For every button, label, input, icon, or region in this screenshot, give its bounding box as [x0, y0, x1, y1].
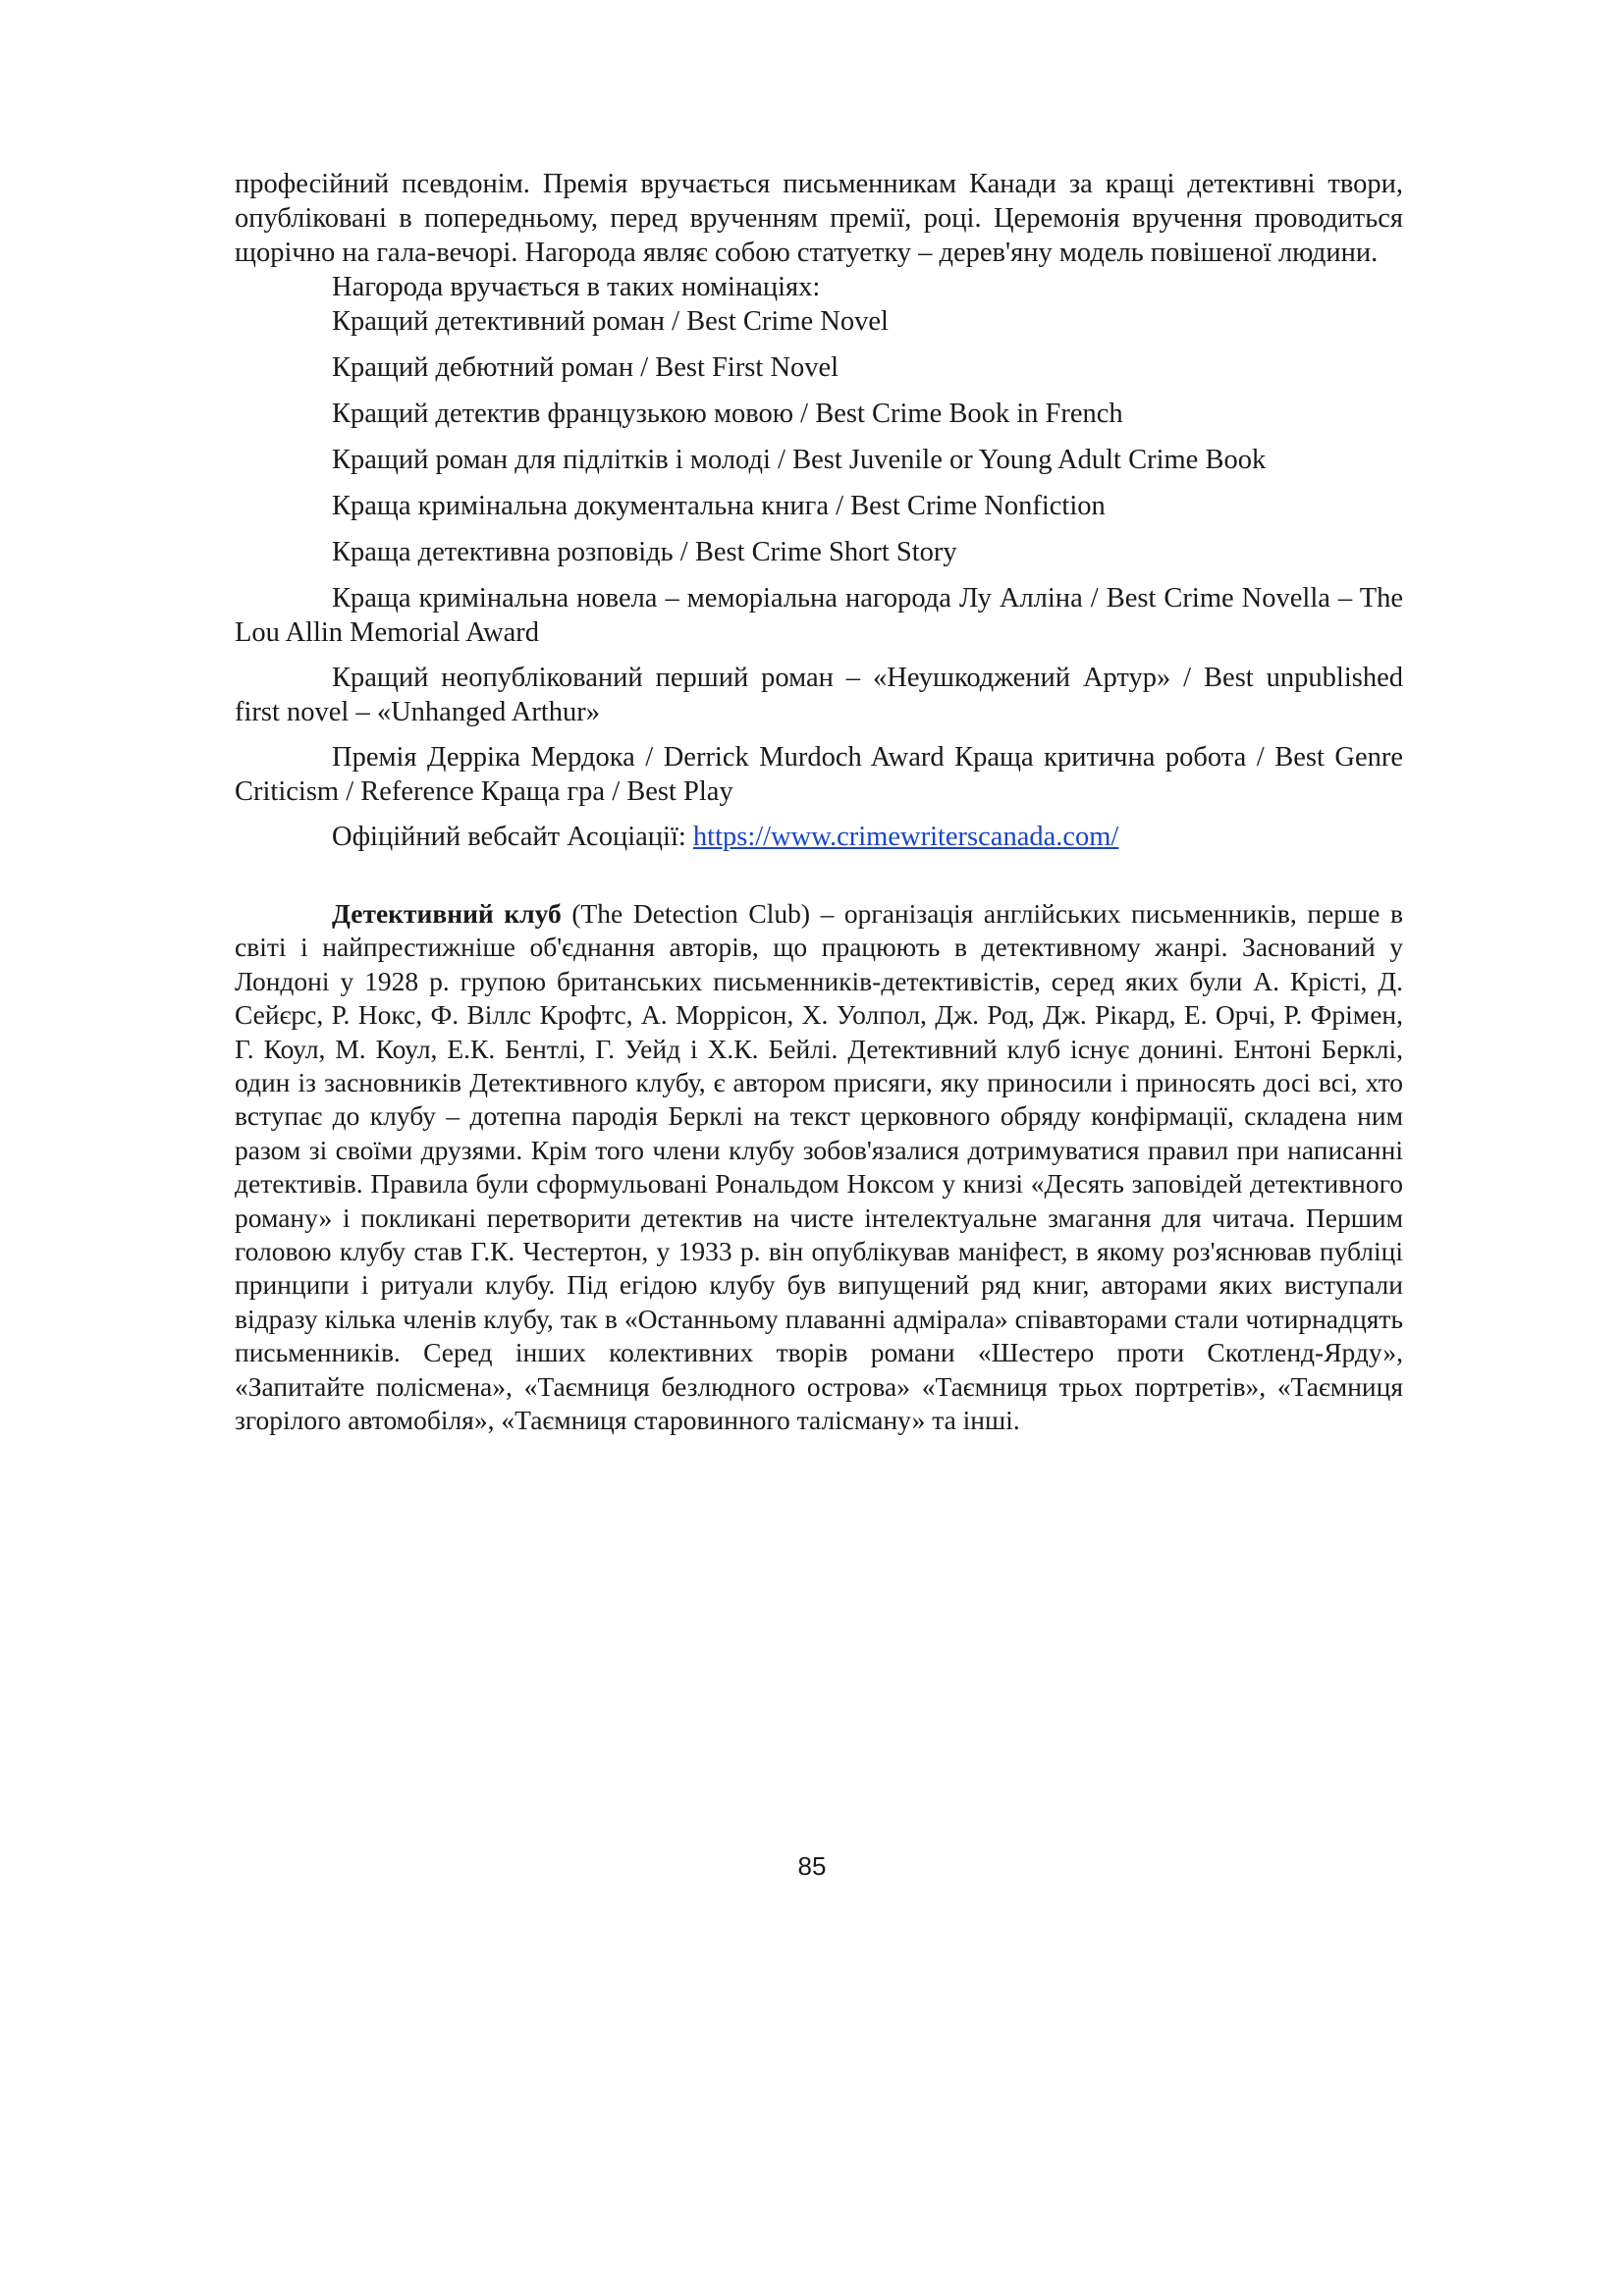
- nomination-item: Краща детективна розповідь / Best Crime Short Story: [332, 537, 957, 567]
- detection-club-text: (The Detection Club) – організація англійських письменників, перше в світі і найпрестижніше об'єднання авторів, що працюють в детективному жанрі. Заснований у Лондоні у 1928 р. групою британських письменників-детективістів, серед яких були А. Крісті, Д. Сейєрс, Р. Нокс, Ф. Віллс Крофтс, А. Моррісон, Х. Уолпол, Дж. Род, Дж. Рікард, Е. Орчі, Р. Фрімен, Г. Коул, М. Коул, Е.К. Бентлі, Г. Уейд і Х.К. Бейлі. Детективний клуб існує донині. Ентоні Берклі, один із засновників Детективного клубу, є автором присяги, яку приносили і приносять досі всі, хто вступає до клубу – дотепна пародія Берклі на текст церковного обряду конфірмації, складена ним разом зі своїми друзями. Крім того члени клубу зобов'язалися дотримуватися правил при написанні детективів. Правила були сформульовані Рональдом Ноксом у книзі «Десять заповідей детективного роману» і покликані перетворити детектив на чисте інтелектуальне змагання для читача. Першим головою клубу став Г.К. Честертон, у 1933 р. він опублікував маніфест, в якому роз'яснював публіці принципи і ритуали клубу. Під егідою клубу був випущений ряд книг, авторами яких виступали відразу кілька членів клубу, так в «Останньому плаванні адмірала» співавторами стали чотирнадцять письменників. Серед інших колективних творів романи «Шестеро проти Скотленд-Ярду», «Запитайте полісмена», «Таємниця безлюдного острова» «Таємниця трьох портретів», «Таємниця згорілого автомобіля», «Таємниця старовинного талісману» та інші.: [235, 898, 1403, 1436]
- website-link[interactable]: https://www.crimewriterscanada.com/: [692, 822, 1119, 852]
- detection-club-paragraph: [235, 897, 1403, 1438]
- detection-club-title: Детективний клуб: [332, 898, 562, 929]
- website-line: [235, 820, 1403, 854]
- page-body: [235, 167, 1403, 1465]
- nomination-item: Кращий дебютний роман / Best First Novel: [332, 352, 839, 383]
- intro-paragraph: професійний псевдонім. Премія вручається письменникам Канади за кращі детективні твори, опубліковані в попередньому, перед врученням премії, році. Церемонія вручення проводиться щорічно на гала-вечорі. Нагорода являє собою статуетку – дерев'яну модель повішеної людини.: [235, 169, 1403, 268]
- page-number: 85: [797, 1851, 827, 1881]
- nomination-item: Краща кримінальна документальна книга / Best Crime Nonfiction: [332, 491, 1106, 521]
- nominations-list: [235, 270, 1403, 809]
- nomination-item: Кращий детектив французькою мовою / Best Crime Book in French: [332, 399, 1123, 429]
- nomination-item: Кращий роман для підлітків і молоді / Best Juvenile or Young Adult Crime Book: [332, 445, 1267, 475]
- nomination-item: Краща кримінальна новела – меморіальна нагорода Лу Алліна / Best Crime Novella – The Lou Allin Memorial Award: [235, 583, 1403, 648]
- website-label: Офіційний вебсайт Асоціації:: [332, 822, 693, 852]
- nomination-item: Кращий детективний роман / Best Crime Novel: [332, 306, 889, 337]
- nomination-item: Кращий неопублікований перший роман – «Неушкоджений Артур» / Best unpublished first novel – «Unhanged Arthur»: [235, 663, 1403, 727]
- nominations-intro: Нагорода вручається в таких номінаціях:: [332, 272, 821, 302]
- nomination-item: Премія Дерріка Мердока / Derrick Murdoch Award Краща критична робота / Best Genre Criticism / Reference Краща гра / Best Play: [235, 742, 1403, 807]
